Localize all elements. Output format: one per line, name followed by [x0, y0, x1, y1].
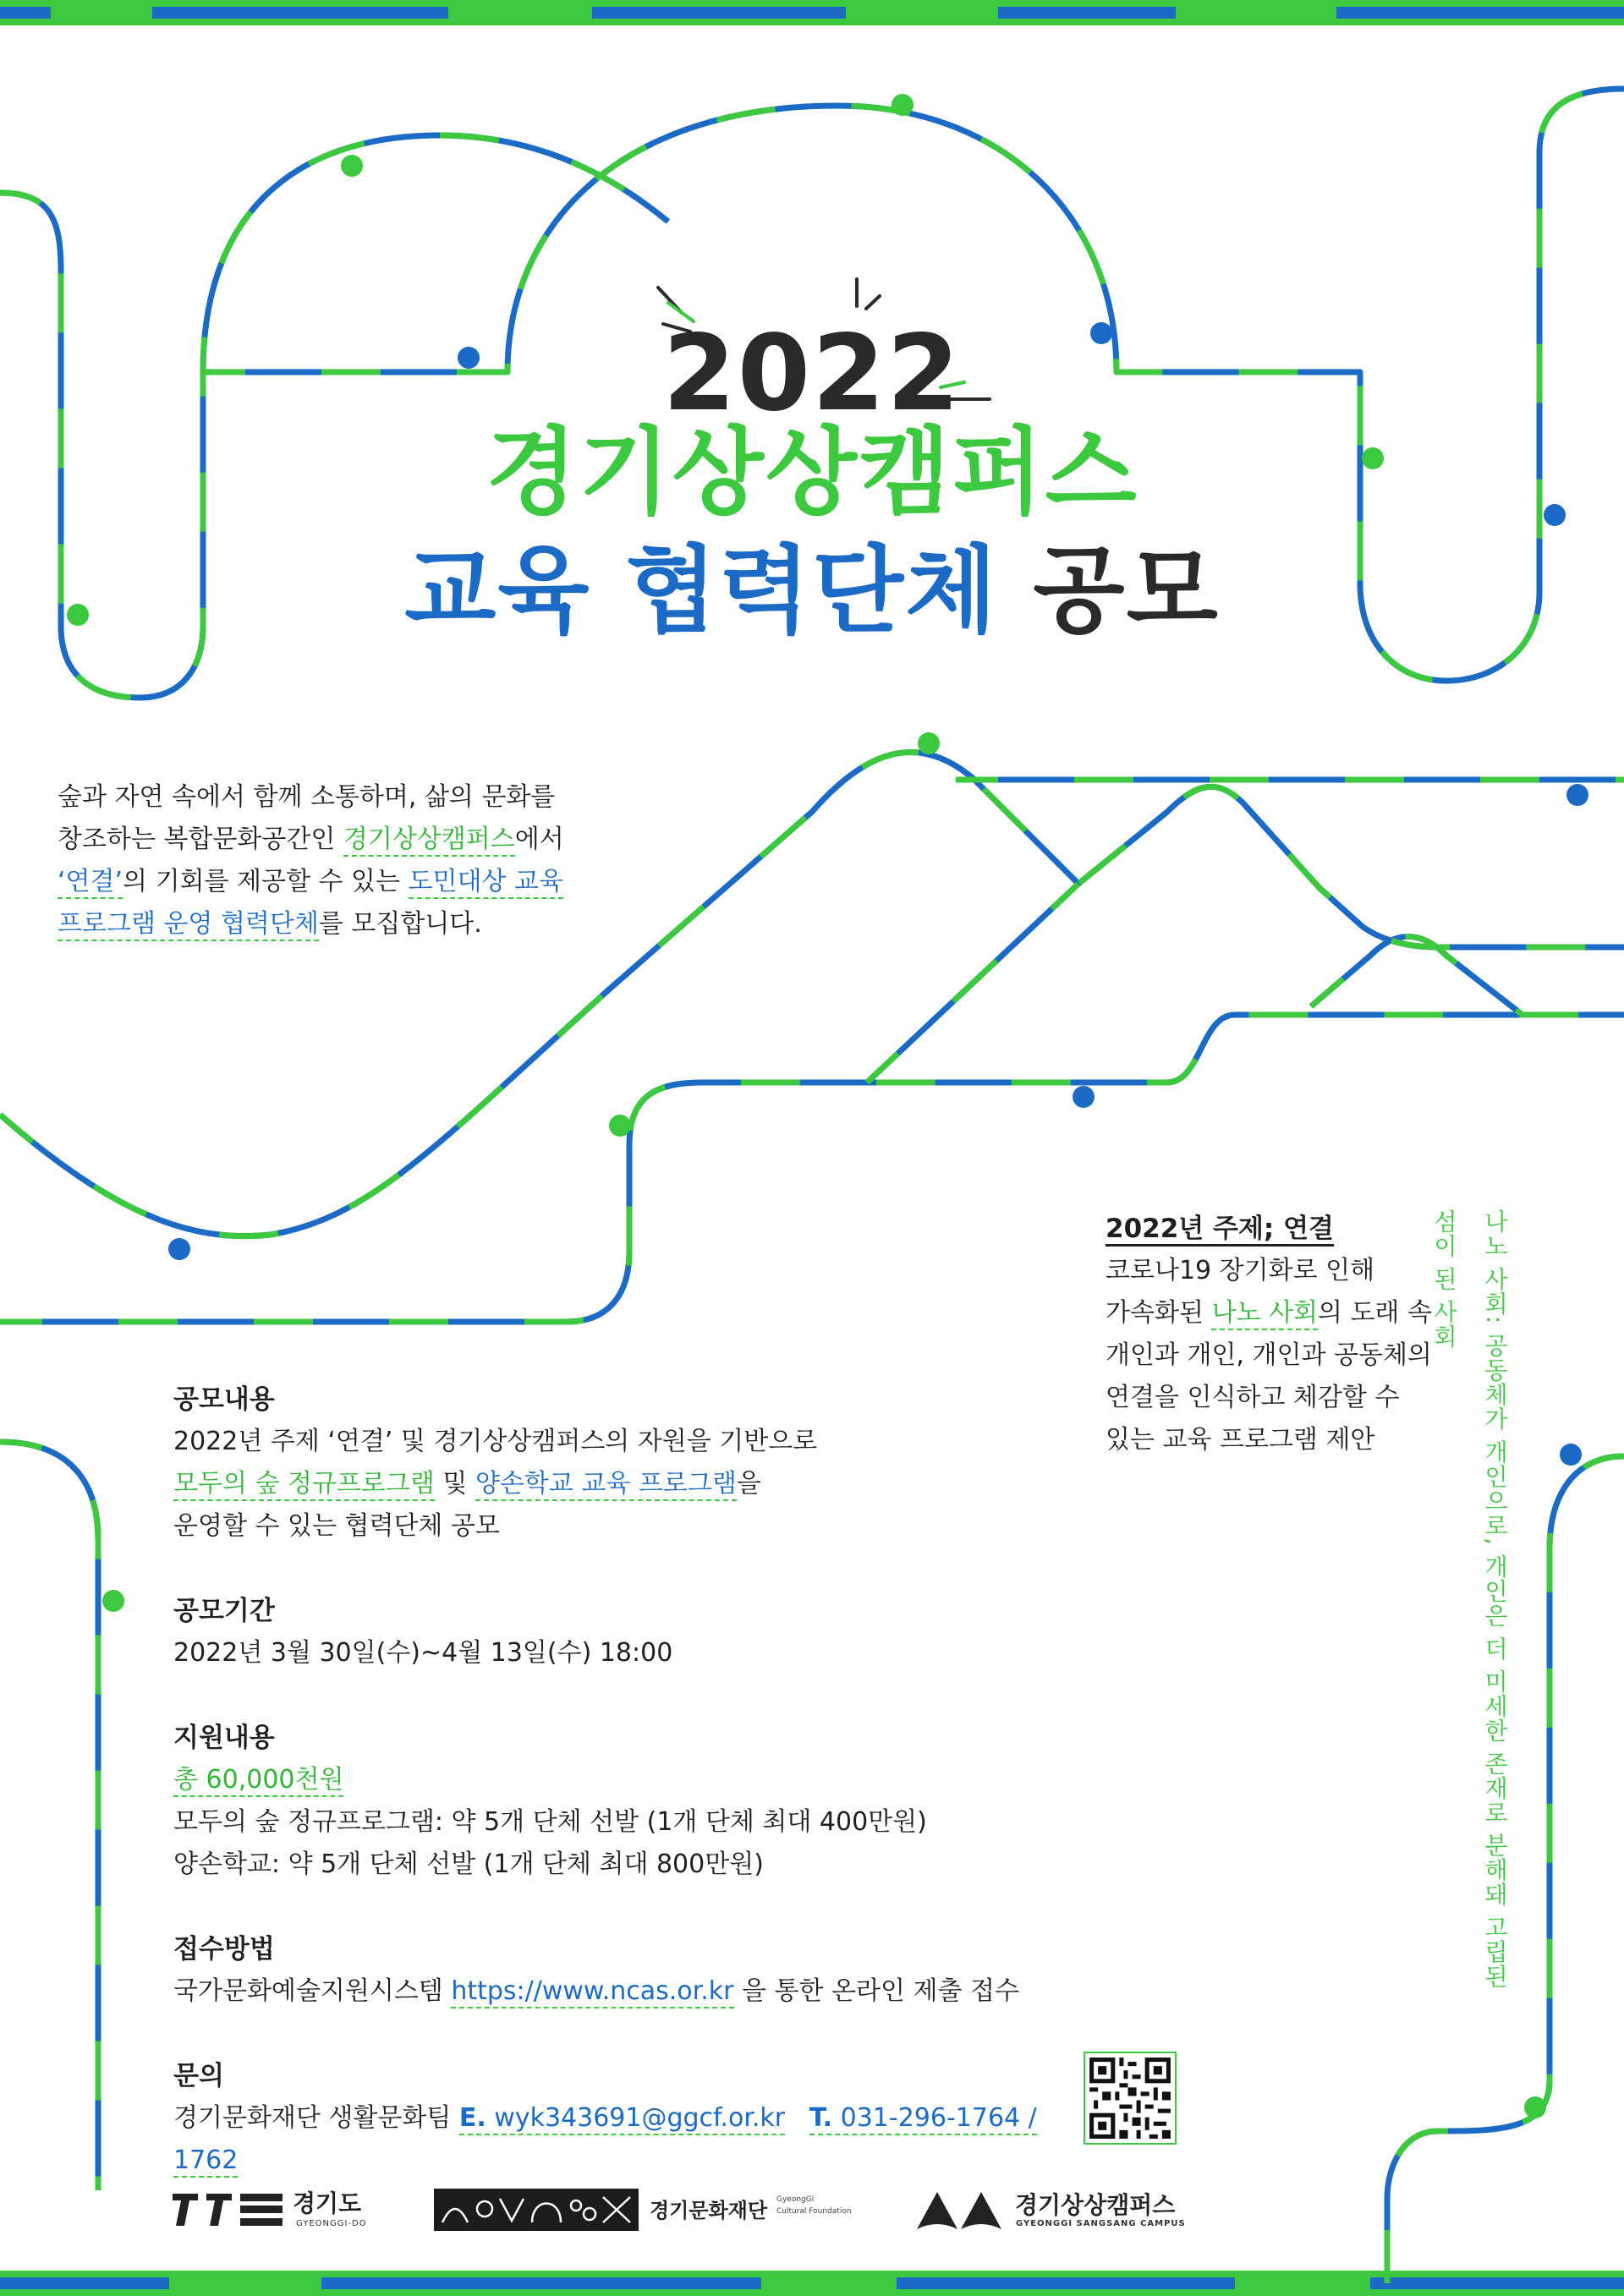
deco-path-bottom-left	[0, 1442, 98, 2190]
section-apply-title: 접수방법	[173, 1934, 275, 1964]
school-program-highlight: 양손학교 교육 프로그램	[475, 1469, 737, 1501]
total-budget-highlight: 총 60,000천원	[173, 1765, 343, 1797]
ggcf-pattern-icon	[434, 2189, 639, 2231]
section-period: 공모기간 2022년 3월 30일(수)~4월 13일(수) 18:00	[173, 1590, 1104, 1674]
intro-line-3: ‘연결’의 기회를 제공할 수 있는 도민대상 교육	[58, 861, 599, 903]
ncas-link[interactable]: https://www.ncas.or.kr	[451, 1976, 733, 2008]
intro-org-highlight: 프로그램 운영 협력단체	[58, 909, 319, 941]
theme-line-1: 코로나19 장기화로 인해	[1106, 1256, 1375, 1285]
section-period-title: 공모기간	[173, 1596, 275, 1626]
intro-line-2: 창조하는 복합문화공간인 경기상상캠퍼스에서	[58, 819, 599, 861]
gyeonggi-do-logo: 경기도 GYEONGGI-DO	[169, 2185, 372, 2236]
campus-emblem-icon	[914, 2189, 1007, 2233]
regular-program-highlight: 모두의 숲 정규프로그램	[173, 1469, 435, 1501]
theme-heading: 2022년 주제; 연결	[1106, 1208, 1461, 1250]
poster-year: 2022	[662, 313, 962, 435]
theme-line-3: 개인과 개인, 개인과 공동체의	[1106, 1340, 1432, 1370]
contact-phone-link[interactable]: T. 031-296-1764 / 1762	[173, 2103, 1037, 2178]
ggcf-logo: 경기문화재단 GyeongGi Cultural Foundation	[434, 2185, 857, 2236]
intro-line-4: 프로그램 운영 협력단체를 모집합니다.	[58, 903, 599, 945]
theme-line-4: 연결을 인식하고 체감할 수	[1106, 1383, 1400, 1412]
campus-logo: 경기상상캠퍼스 GYEONGGI SANGSANG CAMPUS	[914, 2185, 1269, 2236]
section-apply: 접수방법 국가문화예술지원시스템 https://www.ncas.or.kr 을 통한 온라인 제출 접수	[173, 1928, 1104, 2013]
gyeonggi-emblem-icon	[169, 2189, 288, 2231]
poster-title-line2	[0, 536, 1624, 646]
theme-block	[1106, 1208, 1461, 1461]
title-highlight-dark: 공모	[1033, 536, 1220, 646]
footer-logos	[169, 2185, 1269, 2236]
qr-code[interactable]	[1084, 2052, 1177, 2145]
section-support: 지원내용 총 60,000천원 모두의 숲 정규프로그램: 약 5개 단체 선발 (1개 단체 최대 400만원) 양손학교: 약 5개 단체 선발 (1개 단체 최대 800만원)	[173, 1717, 1104, 1886]
qr-code-icon	[1085, 2053, 1175, 2143]
section-contact-title: 문의	[173, 2061, 224, 2091]
poster-title-line1: 경기상상캠퍼스	[486, 418, 1138, 528]
intro-paragraph	[58, 776, 599, 945]
section-support-title: 지원내용	[173, 1723, 275, 1753]
intro-line-1: 숲과 자연 속에서 함께 소통하며, 삶의 문화를	[58, 782, 556, 812]
theme-line-5: 있는 교육 프로그램 제안	[1106, 1425, 1375, 1455]
title-highlight-blue: 교육 협력단체	[404, 536, 999, 646]
vertical-footnote: 나노 사회: 공동체가 개인으로, 개인은 더 미세한 존재로 분해돼 고립된 섬이 된 사회	[1430, 1209, 1509, 1989]
nano-society-highlight: 나노 사회	[1211, 1298, 1317, 1330]
theme-line-2: 가속화된 나노 사회의 도래 속	[1106, 1292, 1461, 1334]
intro-campus-highlight: 경기상상캠퍼스	[343, 825, 515, 857]
section-content-title: 공모내용	[173, 1384, 275, 1415]
intro-target-highlight: 도민대상 교육	[409, 867, 563, 899]
section-contact: 문의 경기문화재단 생활문화팀 E. wyk343691@ggcf.or.kr T. 031-296-1764 / 1762	[173, 2055, 1104, 2182]
contact-email-link[interactable]: E. wyk343691@ggcf.or.kr	[459, 2103, 785, 2135]
info-sections	[173, 1378, 1104, 2224]
section-content: 공모내용 2022년 주제 ‘연결’ 및 경기상상캠퍼스의 자원을 기반으로 모두의 숲 정규프로그램 및 양손학교 교육 프로그램을 운영할 수 있는 협력단체 공모	[173, 1378, 1104, 1548]
intro-connection-highlight: ‘연결’	[58, 867, 123, 899]
